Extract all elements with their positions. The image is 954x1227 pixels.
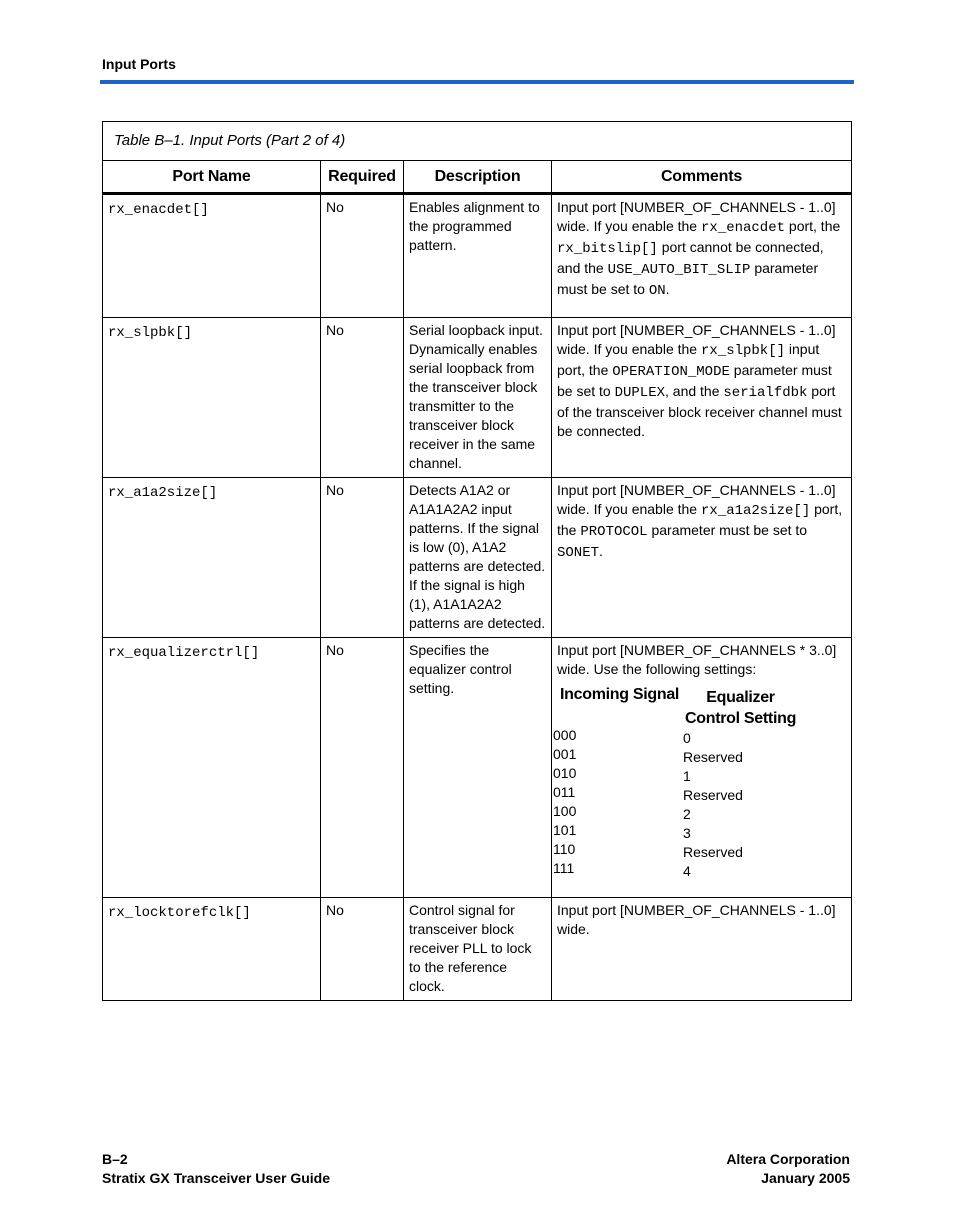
comment-text: parameter must be set to	[557, 362, 832, 399]
footer-right	[726, 1150, 850, 1188]
code-term: rx_enacdet	[701, 220, 786, 236]
column-header: Port Name	[103, 161, 321, 194]
comment-text: Input port [NUMBER_OF_CHANNELS - 1..0] wide. If you enable the	[557, 322, 836, 357]
equalizer-setting-value: 3	[683, 825, 691, 841]
incoming-signal-value: 010	[553, 765, 577, 781]
column-header: Required	[321, 161, 404, 194]
comment-text: Input port [NUMBER_OF_CHANNELS - 1..0] wide.	[557, 902, 836, 937]
equalizer-setting-value: Reserved	[683, 749, 743, 765]
description-cell: Specifies the equalizer control setting.	[404, 638, 552, 898]
column-header: Comments	[552, 161, 852, 194]
code-term: rx_bitslip[]	[557, 241, 658, 257]
table-row	[103, 478, 852, 638]
comments-cell	[552, 898, 852, 1001]
equalizer-setting-value: 4	[683, 863, 691, 879]
equalizer-settings	[553, 685, 846, 885]
publication-date: January 2005	[761, 1170, 850, 1186]
page-number: B–2	[102, 1151, 128, 1167]
comment-text: port of the transceiver block receiver channel must be connected.	[557, 383, 842, 439]
table-row	[103, 638, 852, 898]
incoming-signal-heading: Incoming Signal	[560, 686, 680, 703]
required-cell: No	[321, 898, 404, 1001]
required-cell: No	[321, 478, 404, 638]
doc-title: Stratix GX Transceiver User Guide	[102, 1170, 330, 1186]
comment-text: , and the	[665, 383, 724, 399]
comment-text: Input port [NUMBER_OF_CHANNELS - 1..0] wide. If you enable the	[557, 199, 836, 234]
equalizer-setting-value: 1	[683, 768, 691, 784]
comments-cell	[552, 638, 852, 898]
code-term: PROTOCOL	[580, 524, 648, 540]
comments-cell	[552, 318, 852, 478]
comment-text: input port, the	[557, 341, 820, 378]
description-cell: Control signal for transceiver block receiver PLL to lock to the reference clock.	[404, 898, 552, 1001]
code-term: USE_AUTO_BIT_SLIP	[607, 262, 751, 278]
incoming-signal-value: 100	[553, 803, 577, 819]
port-name-cell: rx_a1a2size[]	[103, 478, 321, 638]
code-term: rx_slpbk[]	[701, 343, 786, 359]
comment-text: Input port [NUMBER_OF_CHANNELS - 1..0] wide. If you enable the	[557, 482, 836, 517]
incoming-signal-value: 001	[553, 746, 577, 762]
table-row	[103, 318, 852, 478]
table-row	[103, 194, 852, 318]
header-rule	[100, 80, 854, 84]
description-cell: Serial loopback input. Dynamically enables serial loopback from the transceiver block transmitter to the transceiver block receiver in the same channel.	[404, 318, 552, 478]
table-row	[103, 898, 852, 1001]
comments-cell	[552, 478, 852, 638]
required-cell: No	[321, 194, 404, 318]
incoming-signal-value: 101	[553, 822, 577, 838]
incoming-signal-value: 000	[553, 727, 577, 743]
comment-text: .	[599, 543, 603, 559]
table-header-row	[103, 161, 852, 194]
comments-text	[557, 641, 846, 679]
equalizer-setting-value: Reserved	[683, 844, 743, 860]
equalizer-setting-value: 0	[683, 730, 691, 746]
required-cell: No	[321, 638, 404, 898]
company-name: Altera Corporation	[726, 1151, 850, 1167]
incoming-signal-value: 111	[553, 860, 575, 876]
comment-text: port cannot be connected, and the	[557, 239, 824, 276]
code-term: DUPLEX	[614, 385, 666, 401]
equalizer-setting-values	[683, 729, 743, 881]
input-ports-table	[102, 121, 852, 1001]
code-term: ON	[648, 283, 666, 299]
incoming-signal-value: 110	[553, 841, 576, 857]
incoming-signal-values	[553, 726, 576, 878]
code-term: OPERATION_MODE	[612, 364, 730, 380]
required-cell: No	[321, 318, 404, 478]
port-name-cell: rx_slpbk[]	[103, 318, 321, 478]
description-cell: Enables alignment to the programmed pattern.	[404, 194, 552, 318]
comment-text: parameter must be set to	[557, 260, 819, 297]
column-header: Description	[404, 161, 552, 194]
code-term: rx_a1a2size[]	[701, 503, 811, 519]
code-term: serialfdbk	[723, 385, 808, 401]
port-name-cell: rx_locktorefclk[]	[103, 898, 321, 1001]
port-name-cell: rx_enacdet[]	[103, 194, 321, 318]
description-cell: Detects A1A2 or A1A1A2A2 input patterns. If the signal is low (0), A1A2 patterns are detected. If the signal is high (1), A1A1A2A2 patterns are detected.	[404, 478, 552, 638]
comment-text: port, the	[557, 501, 843, 538]
table-caption: Table B–1. Input Ports (Part 2 of 4)	[103, 122, 852, 161]
port-name-cell: rx_equalizerctrl[]	[103, 638, 321, 898]
comment-text: parameter must be set to	[647, 522, 808, 538]
comments-cell	[552, 194, 852, 318]
equalizer-setting-value: Reserved	[683, 787, 743, 803]
comment-text: Input port [NUMBER_OF_CHANNELS * 3..0] wide. Use the following settings:	[557, 642, 837, 677]
running-header: Input Ports	[102, 56, 176, 72]
footer-left	[102, 1150, 330, 1188]
equalizer-setting-heading: Equalizer Control Setting	[685, 689, 797, 727]
code-term: SONET	[557, 545, 600, 561]
comment-text: port, the	[785, 218, 841, 234]
incoming-signal-value: 011	[553, 784, 576, 800]
equalizer-setting-value: 2	[683, 806, 691, 822]
comment-text: .	[665, 281, 670, 297]
